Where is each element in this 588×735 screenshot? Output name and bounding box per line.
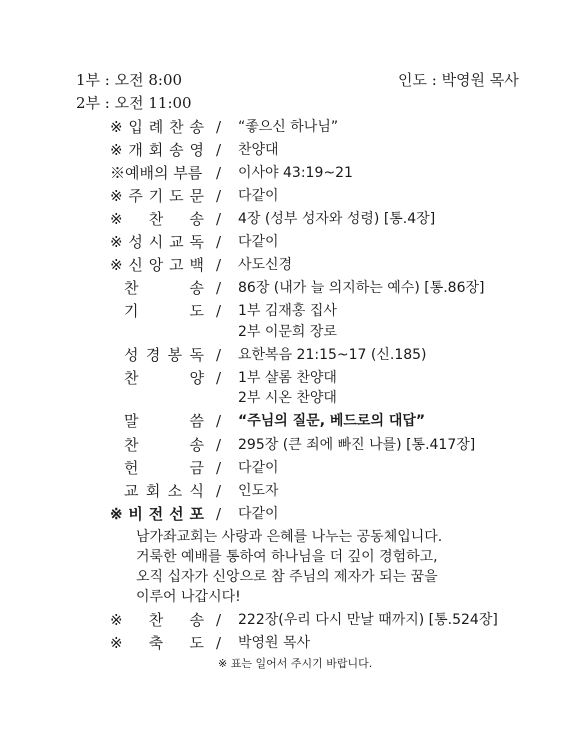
order-item-scripture [0, 344, 588, 366]
item-label: 교 회 소 식 [124, 482, 204, 500]
item-label: ※ 신 앙 고 백 [110, 256, 204, 274]
item-content: 이사야 43:19~21 [238, 165, 353, 181]
separator: / [216, 210, 222, 228]
item-label: ※예배의 부름 [110, 164, 203, 182]
order-item-lords-prayer [0, 185, 588, 207]
vision-line: 오직 십자가 신앙으로 참 주님의 제자가 되는 꿈을 [136, 569, 438, 585]
separator: / [216, 279, 222, 297]
order-item-hymn-1 [0, 208, 588, 230]
item-content: 다같이 [238, 234, 279, 250]
order-item-prayer [0, 300, 588, 322]
sermon-title: “주님의 질문, 베드로의 대답” [238, 413, 426, 429]
separator: / [216, 302, 222, 320]
item-label: 기 도 [124, 302, 204, 320]
order-item-hymn-3 [0, 434, 588, 456]
order-item-hymn-2 [0, 277, 588, 299]
separator: / [216, 187, 222, 205]
item-label: 말 씀 [124, 412, 204, 430]
standing-note: ※ 표는 일어서 주시기 바랍니다. [218, 657, 373, 670]
item-label: 찬 양 [124, 369, 204, 387]
separator: / [216, 505, 222, 523]
item-label: 헌 금 [124, 459, 204, 477]
item-label: 찬 송 [124, 279, 204, 297]
item-content: 찬양대 [238, 142, 279, 158]
item-label: ※ 찬 송 [110, 210, 204, 228]
item-content: 다같이 [238, 506, 279, 522]
separator: / [216, 482, 222, 500]
item-label: 성 경 봉 독 [124, 346, 204, 364]
order-item-benediction [0, 632, 588, 654]
anthem-second-service: 2부 시온 찬양대 [238, 390, 337, 406]
item-label: 찬 송 [124, 436, 204, 454]
order-item-closing-hymn [0, 609, 588, 631]
vision-statement [136, 527, 442, 607]
item-content: 다같이 [238, 460, 279, 476]
order-item-sermon [0, 410, 588, 432]
prayer-second-service: 2부 이문희 장로 [238, 324, 337, 340]
order-item-creed [0, 254, 588, 276]
item-label: ※ 성 시 교 독 [110, 233, 204, 251]
separator: / [216, 436, 222, 454]
service-2-time: 2부 : 오전 11:00 [76, 94, 192, 112]
item-content: 다같이 [238, 188, 279, 204]
item-content: 1부 샬롬 찬양대 [238, 370, 337, 386]
item-content: 사도신경 [238, 257, 293, 273]
item-content: 86장 (내가 늘 의지하는 예수) [통.86장] [238, 280, 485, 296]
vision-line: 거룩한 예배를 통하여 하나님을 더 깊이 경험하고, [136, 549, 438, 565]
item-content: 요한복음 21:15~17 (신.185) [238, 347, 427, 363]
separator: / [216, 256, 222, 274]
separator: / [216, 118, 222, 136]
item-content: 4장 (성부 성자와 성령) [통.4장] [238, 211, 436, 227]
item-label: ※ 주 기 도 문 [110, 187, 204, 205]
order-item-announcements [0, 480, 588, 502]
item-label: ※ 입 례 찬 송 [110, 118, 204, 136]
order-item-doxology [0, 139, 588, 161]
separator: / [216, 634, 222, 652]
vision-line: 이루어 나갑시다! [136, 589, 241, 605]
separator: / [216, 141, 222, 159]
separator: / [216, 611, 222, 629]
order-item-vision-declaration [0, 503, 588, 525]
item-label: ※ 축 도 [110, 634, 204, 652]
order-item-call-to-worship [0, 162, 588, 184]
item-content: “좋으신 하나님” [238, 119, 339, 135]
separator: / [216, 369, 222, 387]
vision-line: 남가좌교회는 사랑과 은혜를 나누는 공동체입니다. [136, 529, 443, 545]
order-item-anthem [0, 367, 588, 389]
item-content: 1부 김재홍 집사 [238, 303, 337, 319]
service-1-time: 1부 : 오전 8:00 [76, 71, 183, 89]
item-content: 박영원 목사 [238, 635, 311, 651]
worship-leader: 인도 : 박영원 목사 [398, 71, 519, 89]
item-content: 222장(우리 다시 만날 때까지) [통.524장] [238, 612, 498, 628]
order-item-responsive-reading [0, 231, 588, 253]
item-label: ※ 개 회 송 영 [110, 141, 204, 159]
item-content: 295장 (큰 죄에 빠진 나를) [통.417장] [238, 437, 476, 453]
separator: / [216, 412, 222, 430]
separator: / [216, 459, 222, 477]
item-label: ※ 찬 송 [110, 611, 204, 629]
order-item-opening-hymn [0, 116, 588, 138]
separator: / [216, 346, 222, 364]
separator: / [216, 233, 222, 251]
item-content: 인도자 [238, 483, 279, 499]
item-label: ※ 비 전 선 포 [110, 505, 204, 523]
order-item-offering [0, 457, 588, 479]
separator: / [216, 164, 222, 182]
